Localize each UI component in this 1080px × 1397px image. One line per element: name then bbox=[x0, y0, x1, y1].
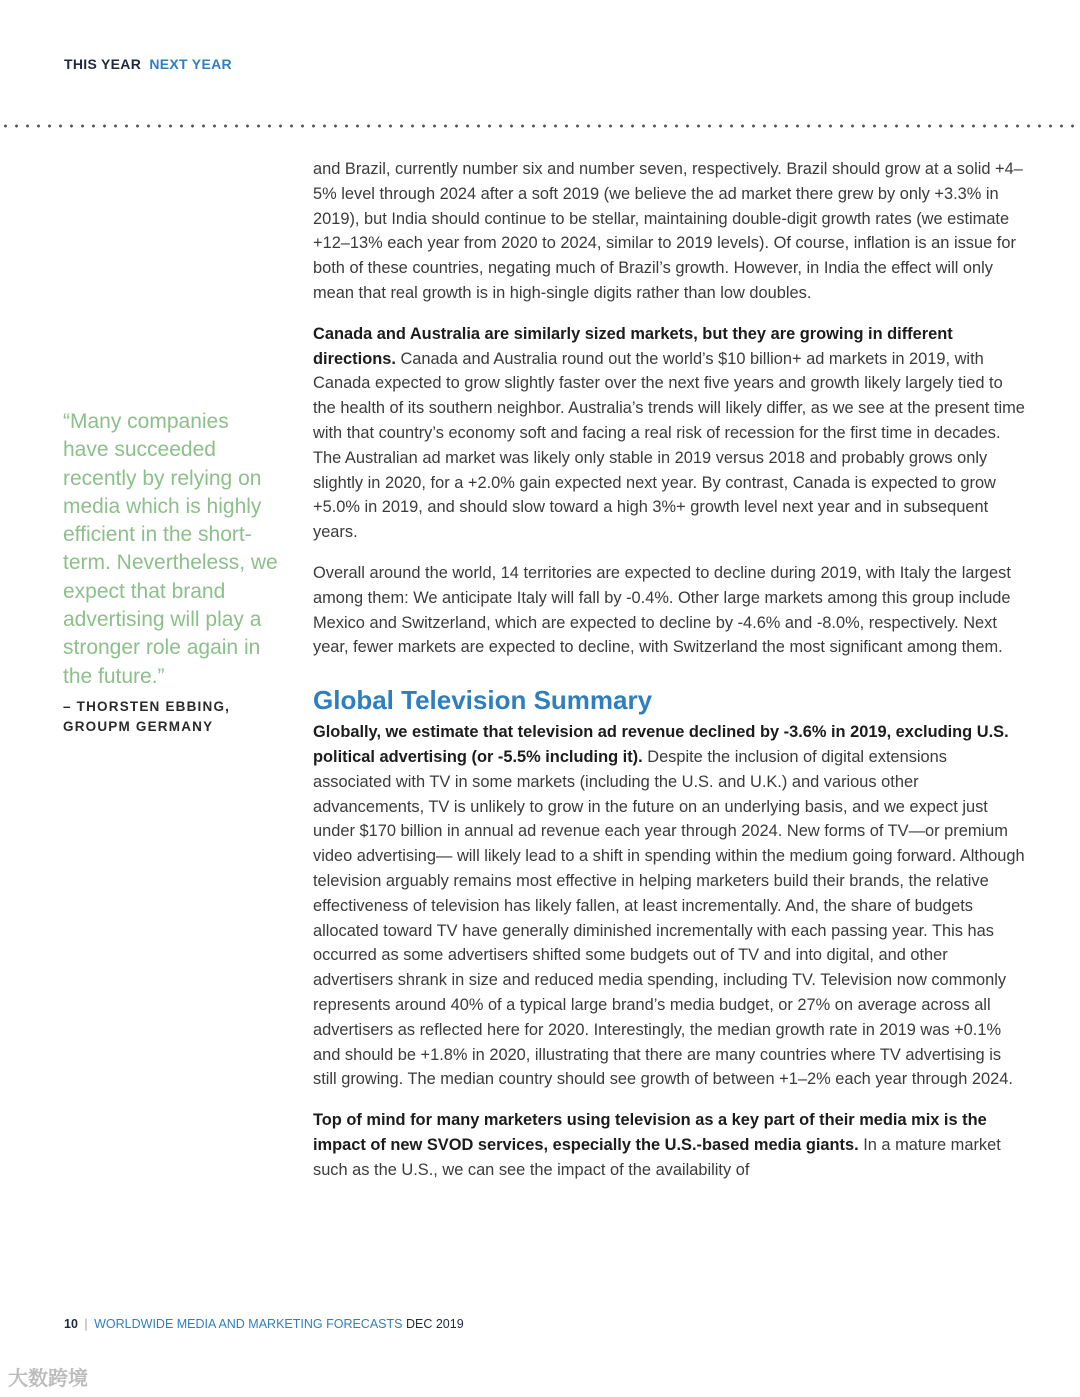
pull-quote-attribution bbox=[63, 697, 278, 737]
paragraph-india-brazil: and Brazil, currently number six and number seven, respectively. Brazil should grow at a solid +4–5% level through 2024 after a soft 2019 (we believe the ad market there grew by only +3.3% in 2019), but India should continue to be stellar, maintaining double-digit growth rates (we estimate +12–13% each year from 2020 to 2024, similar to 2019 levels). Of course, inflation is an issue for both of these countries, negating much of Brazil’s growth. However, in India the effect will only mean that real growth is in high-single digits rather than low doubles. bbox=[313, 160, 1023, 302]
watermark-logo: 大数跨境 bbox=[8, 1368, 88, 1390]
paragraph-body: Canada and Australia round out the world’s $10 billion+ ad markets in 2019, with Canada expected to grow slightly faster over the next five years and growth likely largely tied to the health of its southern neighbor. Australia’s trends will likely differ, as we see at the present time with that country’s economy soft and facing a real risk of recession for the first time in decades. The Australian ad market was likely only stable in 2019 versus 2018 and probably grows only slightly in 2020, for a +2.0% gain expected next year. By contrast, Canada is expected to grow +5.0% in 2019, and should slow toward a high 3%+ growth level next year and in subsequent years. bbox=[313, 349, 1025, 542]
paragraph-body: In a mature market such as the U.S., we can see the impact of the availability of bbox=[313, 1135, 1001, 1179]
paragraph-declines: Overall around the world, 14 territories are expected to decline during 2019, with Italy the largest among them: We anticipate Italy will fall by -0.4%. Other large markets among this group include Mexico and Switzerland, which are expected to decline by -4.6% and -8.0%, respectively. Next year, fewer markets are expected to decline, with Switzerland the most significant among them. bbox=[313, 563, 1011, 657]
paragraph-canada-australia bbox=[313, 322, 1025, 545]
header-this-year: THIS YEAR bbox=[64, 56, 142, 72]
publication-date: DEC 2019 bbox=[405, 1317, 464, 1331]
main-column bbox=[313, 157, 1025, 1198]
pull-quote: “Many companies have succeeded recently by relying on media which is highly efficient in the short-term. Nevertheless, we expect that brand advertising will play a stronger role again in the future.” bbox=[63, 410, 278, 688]
header-next-year: NEXT YEAR bbox=[149, 56, 232, 72]
section-title: Global Television Summary bbox=[313, 685, 653, 716]
paragraph-lead-bold: Globally, we estimate that television ad revenue declined by -3.6% in 2019, excluding U.S. political advertising (or -5.5% including it). bbox=[313, 723, 1009, 766]
publication-title: WORLDWIDE MEDIA AND MARKETING FORECASTS bbox=[94, 1317, 403, 1331]
footer-separator: | bbox=[84, 1317, 88, 1331]
page-footer bbox=[64, 1317, 464, 1331]
attribution-org: GROUPM GERMANY bbox=[63, 719, 214, 734]
dotted-divider bbox=[0, 124, 1080, 128]
paragraph-svod bbox=[313, 1108, 1025, 1182]
paragraph-tv-global bbox=[313, 720, 1025, 1092]
paragraph-body: Despite the inclusion of digital extensions associated with TV in some markets (including the U.S. and U.K.) and various other advancements, TV is unlikely to grow in the future on an underlying basis, and we expect just under $170 billion in annual ad revenue each year through 2024. New forms of TV—or premium video advertising— will likely lead to a shift in spending within the medium going forward. Although television arguably remains most effective in helping marketers build their brands, the relative effectiveness of television has likely fallen, at least incrementally. And, the share of budgets allocated toward TV have generally diminished incrementally with each passing year. This has occurred as some advertisers shifted some budgets out of TV and into digital, and other advertisers shrank in size and reduced media spending, including TV. Television now commonly represents around 40% of a typical large brand’s media budget, or 27% on average across all advertisers as reflected here for 2020. Interestingly, the median growth rate in 2019 was +0.1% and should be +1.8% in 2020, illustrating that there are many countries where TV advertising is still growing. The median country should see growth of between +1–2% each year through 2024. bbox=[313, 747, 1025, 1089]
paragraph-lead-bold: Canada and Australia are similarly sized markets, but they are growing in different directions. bbox=[313, 324, 953, 368]
attribution-name: – THORSTEN EBBING, bbox=[63, 699, 231, 714]
paragraph-lead-bold: Top of mind for many marketers using television as a key part of their media mix is the impact of new SVOD services, especially the U.S.-based media giants. bbox=[313, 1111, 987, 1154]
running-header bbox=[64, 56, 232, 72]
page-number: 10 bbox=[64, 1317, 78, 1331]
